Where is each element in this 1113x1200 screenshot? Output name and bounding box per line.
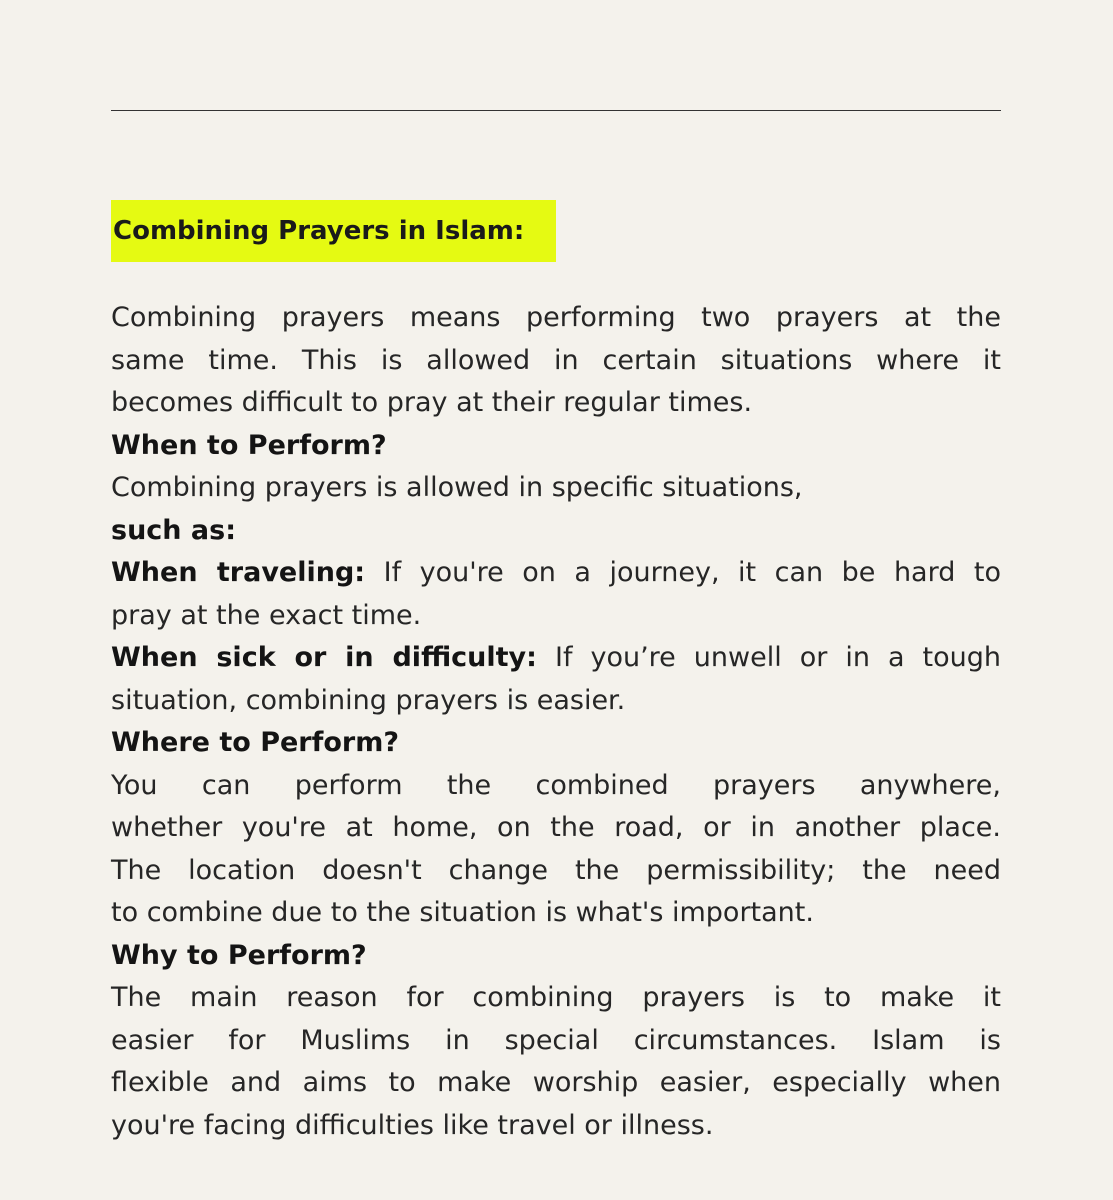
where-text-line: You can perform the combined prayers anywhere, — [111, 769, 1001, 801]
where-text-line: to combine due to the situation is what's important. — [111, 897, 814, 928]
when-text-line: Combining prayers is allowed in specific situations, — [111, 472, 803, 503]
intro-line: becomes difficult to pray at their regular times. — [111, 387, 753, 418]
bullet-label-traveling: When traveling: — [111, 557, 366, 588]
section-heading-where: Where to Perform? — [111, 727, 400, 758]
bullet-traveling — [111, 552, 1001, 595]
bullet-sick-continued: situation, combining prayers is easier. — [111, 684, 626, 716]
top-divider — [111, 110, 1001, 111]
section-heading-when: When to Perform? — [111, 429, 387, 461]
where-text-line: The location doesn't change the permissibility; the need — [111, 854, 1001, 886]
why-text-line: The main reason for combining prayers is to make it — [111, 982, 1001, 1013]
bullet-text-sick: If you’re unwell or in a tough — [536, 642, 1001, 673]
why-text-line: easier for Muslims in special circumstances. Islam is — [111, 1024, 1001, 1056]
why-text-line: you're facing difficulties like travel or illness. — [111, 1109, 714, 1141]
why-text-line: flexible and aims to make worship easier, especially when — [111, 1067, 1001, 1098]
intro-line: Combining prayers means performing two prayers at the — [111, 302, 1001, 333]
bullet-label-sick: When sick or in difficulty: — [111, 642, 537, 673]
section-heading-why: Why to Perform? — [111, 939, 367, 971]
intro-line: same time. This is allowed in certain situations where it — [111, 344, 1001, 376]
where-text-line: whether you're at home, on the road, or in another place. — [111, 812, 1001, 843]
bullet-traveling-continued: pray at the exact time. — [111, 599, 422, 631]
bullet-sick — [111, 637, 1001, 680]
when-text-line: such as: — [111, 514, 237, 546]
article-body — [111, 297, 1001, 1147]
bullet-text-traveling: If you're on a journey, it can be hard to — [365, 557, 1001, 588]
page-title: Combining Prayers in Islam: — [113, 216, 525, 246]
